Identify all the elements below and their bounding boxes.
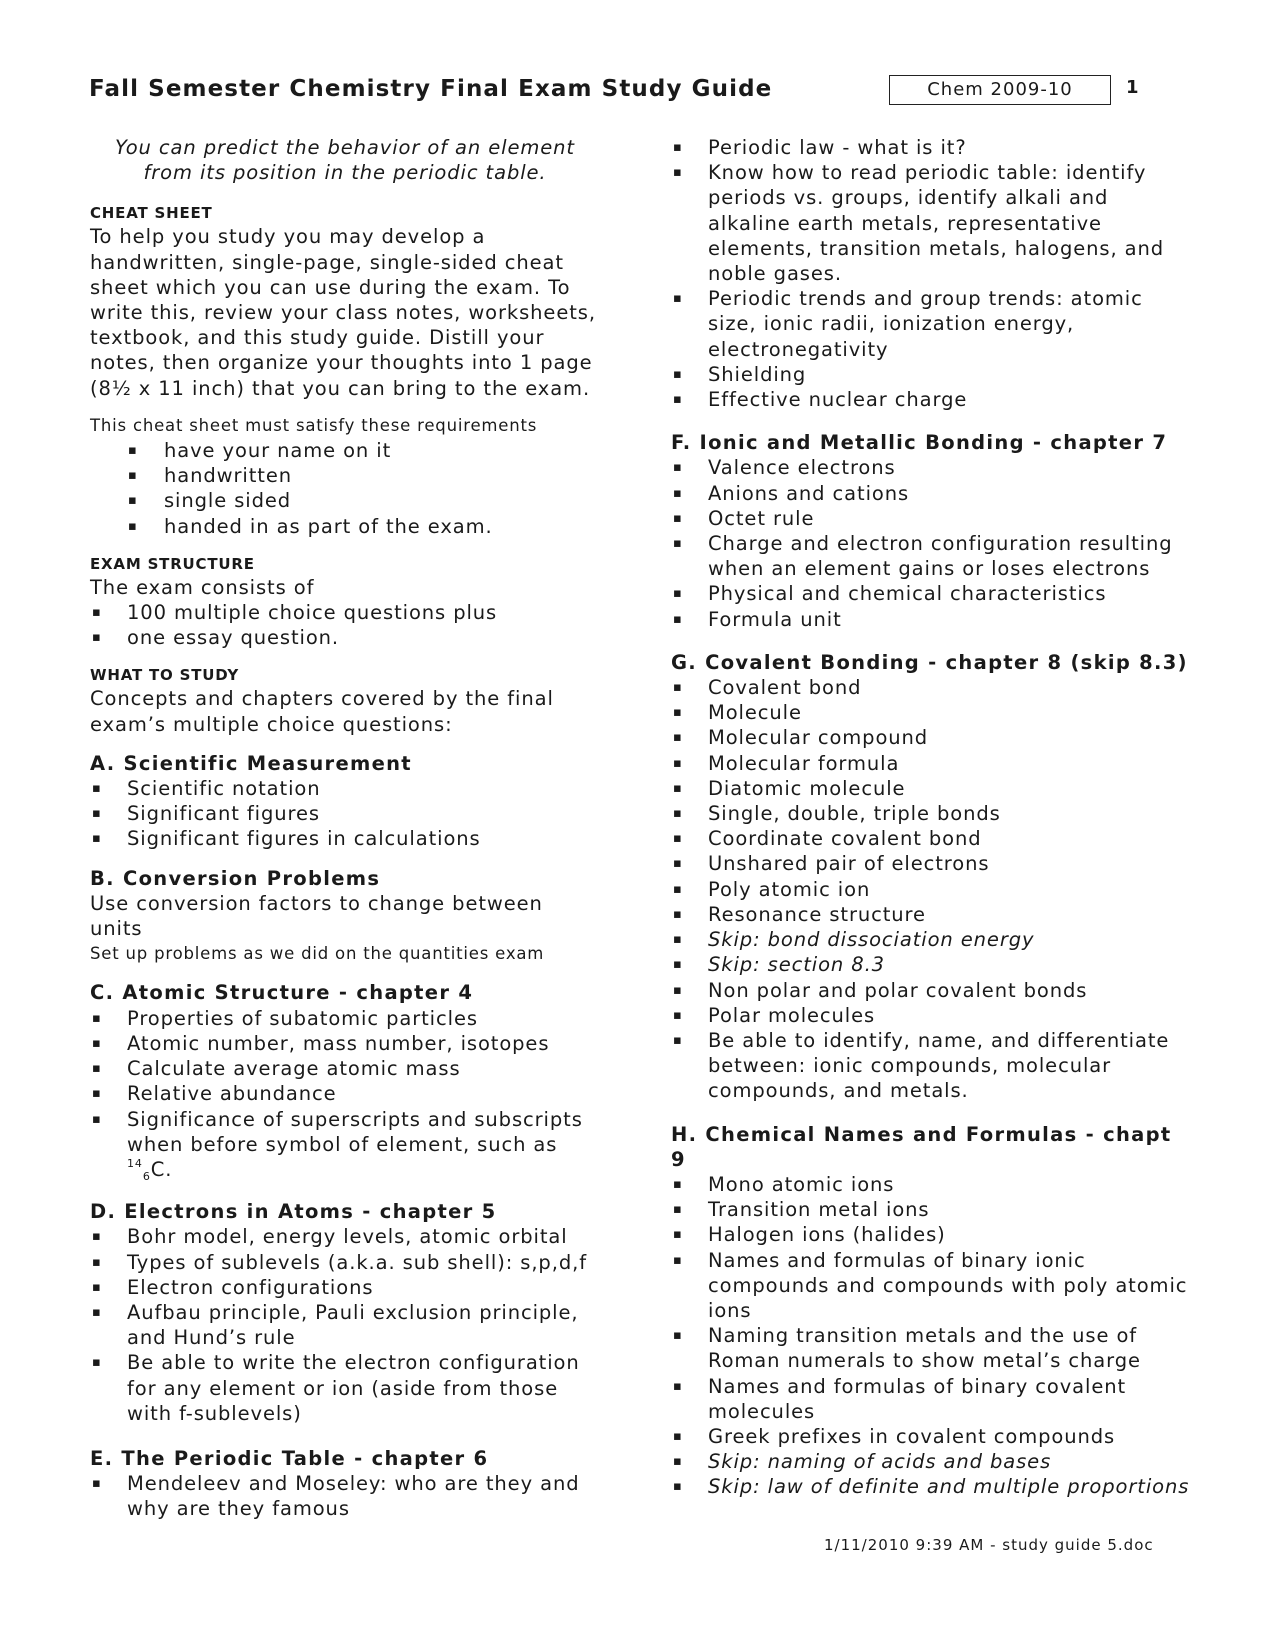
list-item: ▪ Single, double, triple bonds [671, 801, 1191, 826]
cheat-sheet-text: To help you study you may develop a handwritten, single-page, single-sided cheat sheet which you can use during the exam. To write this, review your class notes, worksheets, textbook, and this study guide. Distill your notes, then organize your thoughts into 1 page (8½ x 11 inch) that you can bring to the exam. [90, 225, 596, 400]
list-item: ▪ Valence electrons [671, 455, 1191, 480]
list-item: ▪ Unshared pair of electrons [671, 851, 1191, 876]
left-column [90, 135, 600, 1522]
list-item: ▪ have your name on it [90, 438, 600, 463]
list-item: ▪ Formula unit [671, 607, 1191, 632]
list-item: ▪ Bohr model, energy levels, atomic orbital [90, 1224, 600, 1249]
list-item: ▪ Scientific notation [90, 776, 600, 801]
list-item: ▪ handed in as part of the exam. [90, 514, 600, 539]
list-item: ▪ Effective nuclear charge [671, 387, 1191, 412]
list-item: ▪ Transition metal ions [671, 1197, 1191, 1222]
list-item [90, 1107, 600, 1186]
list-item: ▪ Covalent bond [671, 675, 1191, 700]
page-footer: 1/11/2010 9:39 AM - study guide 5.doc [824, 1536, 1154, 1554]
list-item: ▪ Aufbau principle, Pauli exclusion principle, and Hund’s rule [90, 1300, 600, 1350]
page-title: Fall Semester Chemistry Final Exam Study Guide [89, 76, 773, 102]
section-a-heading: A. Scientific Measurement [90, 751, 412, 775]
list-item: ▪ Names and formulas of binary covalent molecules [671, 1374, 1191, 1424]
section-d-list [90, 1224, 600, 1426]
list-item: ▪ Molecular formula [671, 751, 1191, 776]
list-item: ▪ Types of sublevels (a.k.a. sub shell): s,p,d,f [90, 1250, 600, 1275]
section-b-line-2: Set up problems as we did on the quantities exam [90, 944, 545, 964]
skip-item: ▪ Skip: naming of acids and bases [671, 1449, 1191, 1474]
list-item: ▪ Names and formulas of binary ionic compounds and compounds with poly atomic ions [671, 1248, 1191, 1324]
list-item: ▪ one essay question. [90, 625, 600, 650]
superscript-item-text: Significance of superscripts and subscripts when before symbol of element, such as [127, 1107, 583, 1156]
list-item: ▪ Coordinate covalent bond [671, 826, 1191, 851]
list-item: ▪ Molecular compound [671, 725, 1191, 750]
list-item: ▪ 100 multiple choice questions plus [90, 600, 600, 625]
list-item: ▪ Electron configurations [90, 1275, 600, 1300]
list-item: ▪ Mono atomic ions [671, 1172, 1191, 1197]
list-item: ▪ Properties of subatomic particles [90, 1006, 600, 1031]
section-f-list [671, 455, 1191, 631]
list-item: ▪ Resonance structure [671, 902, 1191, 927]
exam-structure-heading: EXAM STRUCTURE [90, 554, 255, 573]
list-item: ▪ Non polar and polar covalent bonds [671, 978, 1191, 1003]
list-item: ▪ handwritten [90, 463, 600, 488]
skip-item: ▪ Skip: section 8.3 [671, 952, 1191, 977]
section-b-line-1: Use conversion factors to change between units [90, 891, 543, 941]
list-item: ▪ Naming transition metals and the use of Roman numerals to show metal’s charge [671, 1323, 1191, 1373]
skip-item: ▪ Skip: bond dissociation energy [671, 927, 1191, 952]
list-item: ▪ Poly atomic ion [671, 877, 1191, 902]
section-c-heading: C. Atomic Structure - chapter 4 [90, 981, 474, 1005]
list-item: ▪ Relative abundance [90, 1081, 600, 1106]
isotope-superscript: 14 [127, 1156, 143, 1170]
what-to-study-text: Concepts and chapters covered by the final exam’s multiple choice questions: [90, 687, 554, 736]
page-number: 1 [1126, 77, 1139, 98]
isotope-symbol: C. [150, 1157, 173, 1181]
section-f-heading: F. Ionic and Metallic Bonding - chapter 7 [671, 431, 1168, 455]
section-d-heading: D. Electrons in Atoms - chapter 5 [90, 1200, 497, 1224]
section-b-heading: B. Conversion Problems [90, 866, 381, 890]
list-item: ▪ Greek prefixes in covalent compounds [671, 1424, 1191, 1449]
list-item: ▪ Be able to identify, name, and differentiate between: ionic compounds, molecular compounds, and metals. [671, 1028, 1191, 1104]
section-e-continued-list [671, 135, 1191, 412]
list-item: ▪ Diatomic molecule [671, 776, 1191, 801]
cheat-sheet-heading: CHEAT SHEET [90, 204, 213, 223]
requirements-intro: This cheat sheet must satisfy these requirements [90, 415, 538, 435]
section-e-heading: E. The Periodic Table - chapter 6 [90, 1446, 489, 1470]
exam-structure-list [90, 600, 600, 650]
requirements-list [90, 438, 600, 539]
intro-line-1: You can predict the behavior of an element [115, 136, 575, 159]
list-item: ▪ Anions and cations [671, 481, 1191, 506]
list-item: ▪ single sided [90, 488, 600, 513]
section-g-heading: G. Covalent Bonding - chapter 8 (skip 8.3) [671, 650, 1188, 674]
list-item: ▪ Periodic law - what is it? [671, 135, 1191, 160]
section-h-list [671, 1172, 1191, 1500]
list-item: ▪ Polar molecules [671, 1003, 1191, 1028]
section-e-list [90, 1471, 600, 1521]
list-item: ▪ Calculate average atomic mass [90, 1056, 600, 1081]
list-item: ▪ Charge and electron configuration resulting when an element gains or loses electrons [671, 531, 1191, 581]
list-item: ▪ Octet rule [671, 506, 1191, 531]
list-item: ▪ Mendeleev and Moseley: who are they and why are they famous [90, 1471, 600, 1521]
list-item: ▪ Atomic number, mass number, isotopes [90, 1031, 600, 1056]
skip-item: ▪ Skip: law of definite and multiple proportions [671, 1474, 1191, 1499]
list-item: ▪ Periodic trends and group trends: atomic size, ionic radii, ionization energy, electronegativity [671, 286, 1191, 362]
right-column [671, 135, 1191, 1500]
list-item: ▪ Shielding [671, 362, 1191, 387]
course-label-box: Chem 2009-10 [889, 75, 1111, 105]
list-item: ▪ Know how to read periodic table: identify periods vs. groups, identify alkali and alkaline earth metals, representative elements, transition metals, halogens, and noble gases. [671, 160, 1191, 286]
intro-quote [90, 135, 600, 185]
list-item: ▪ Physical and chemical characteristics [671, 581, 1191, 606]
isotope-subscript: 6 [142, 1169, 151, 1183]
list-item: ▪ Molecule [671, 700, 1191, 725]
intro-line-2: from its position in the periodic table. [143, 161, 547, 185]
list-item: ▪ Halogen ions (halides) [671, 1222, 1191, 1247]
list-item: ▪ Be able to write the electron configuration for any element or ion (aside from those with f-sublevels) [90, 1350, 600, 1426]
section-c-list [90, 1006, 600, 1185]
list-item: ▪ Significant figures in calculations [90, 826, 600, 851]
exam-intro: The exam consists of [90, 575, 315, 599]
section-g-list [671, 675, 1191, 1103]
list-item: ▪ Significant figures [90, 801, 600, 826]
section-h-heading: H. Chemical Names and Formulas - chapt 9 [671, 1122, 1172, 1171]
what-to-study-heading: WHAT TO STUDY [90, 666, 240, 685]
section-a-list [90, 776, 600, 852]
